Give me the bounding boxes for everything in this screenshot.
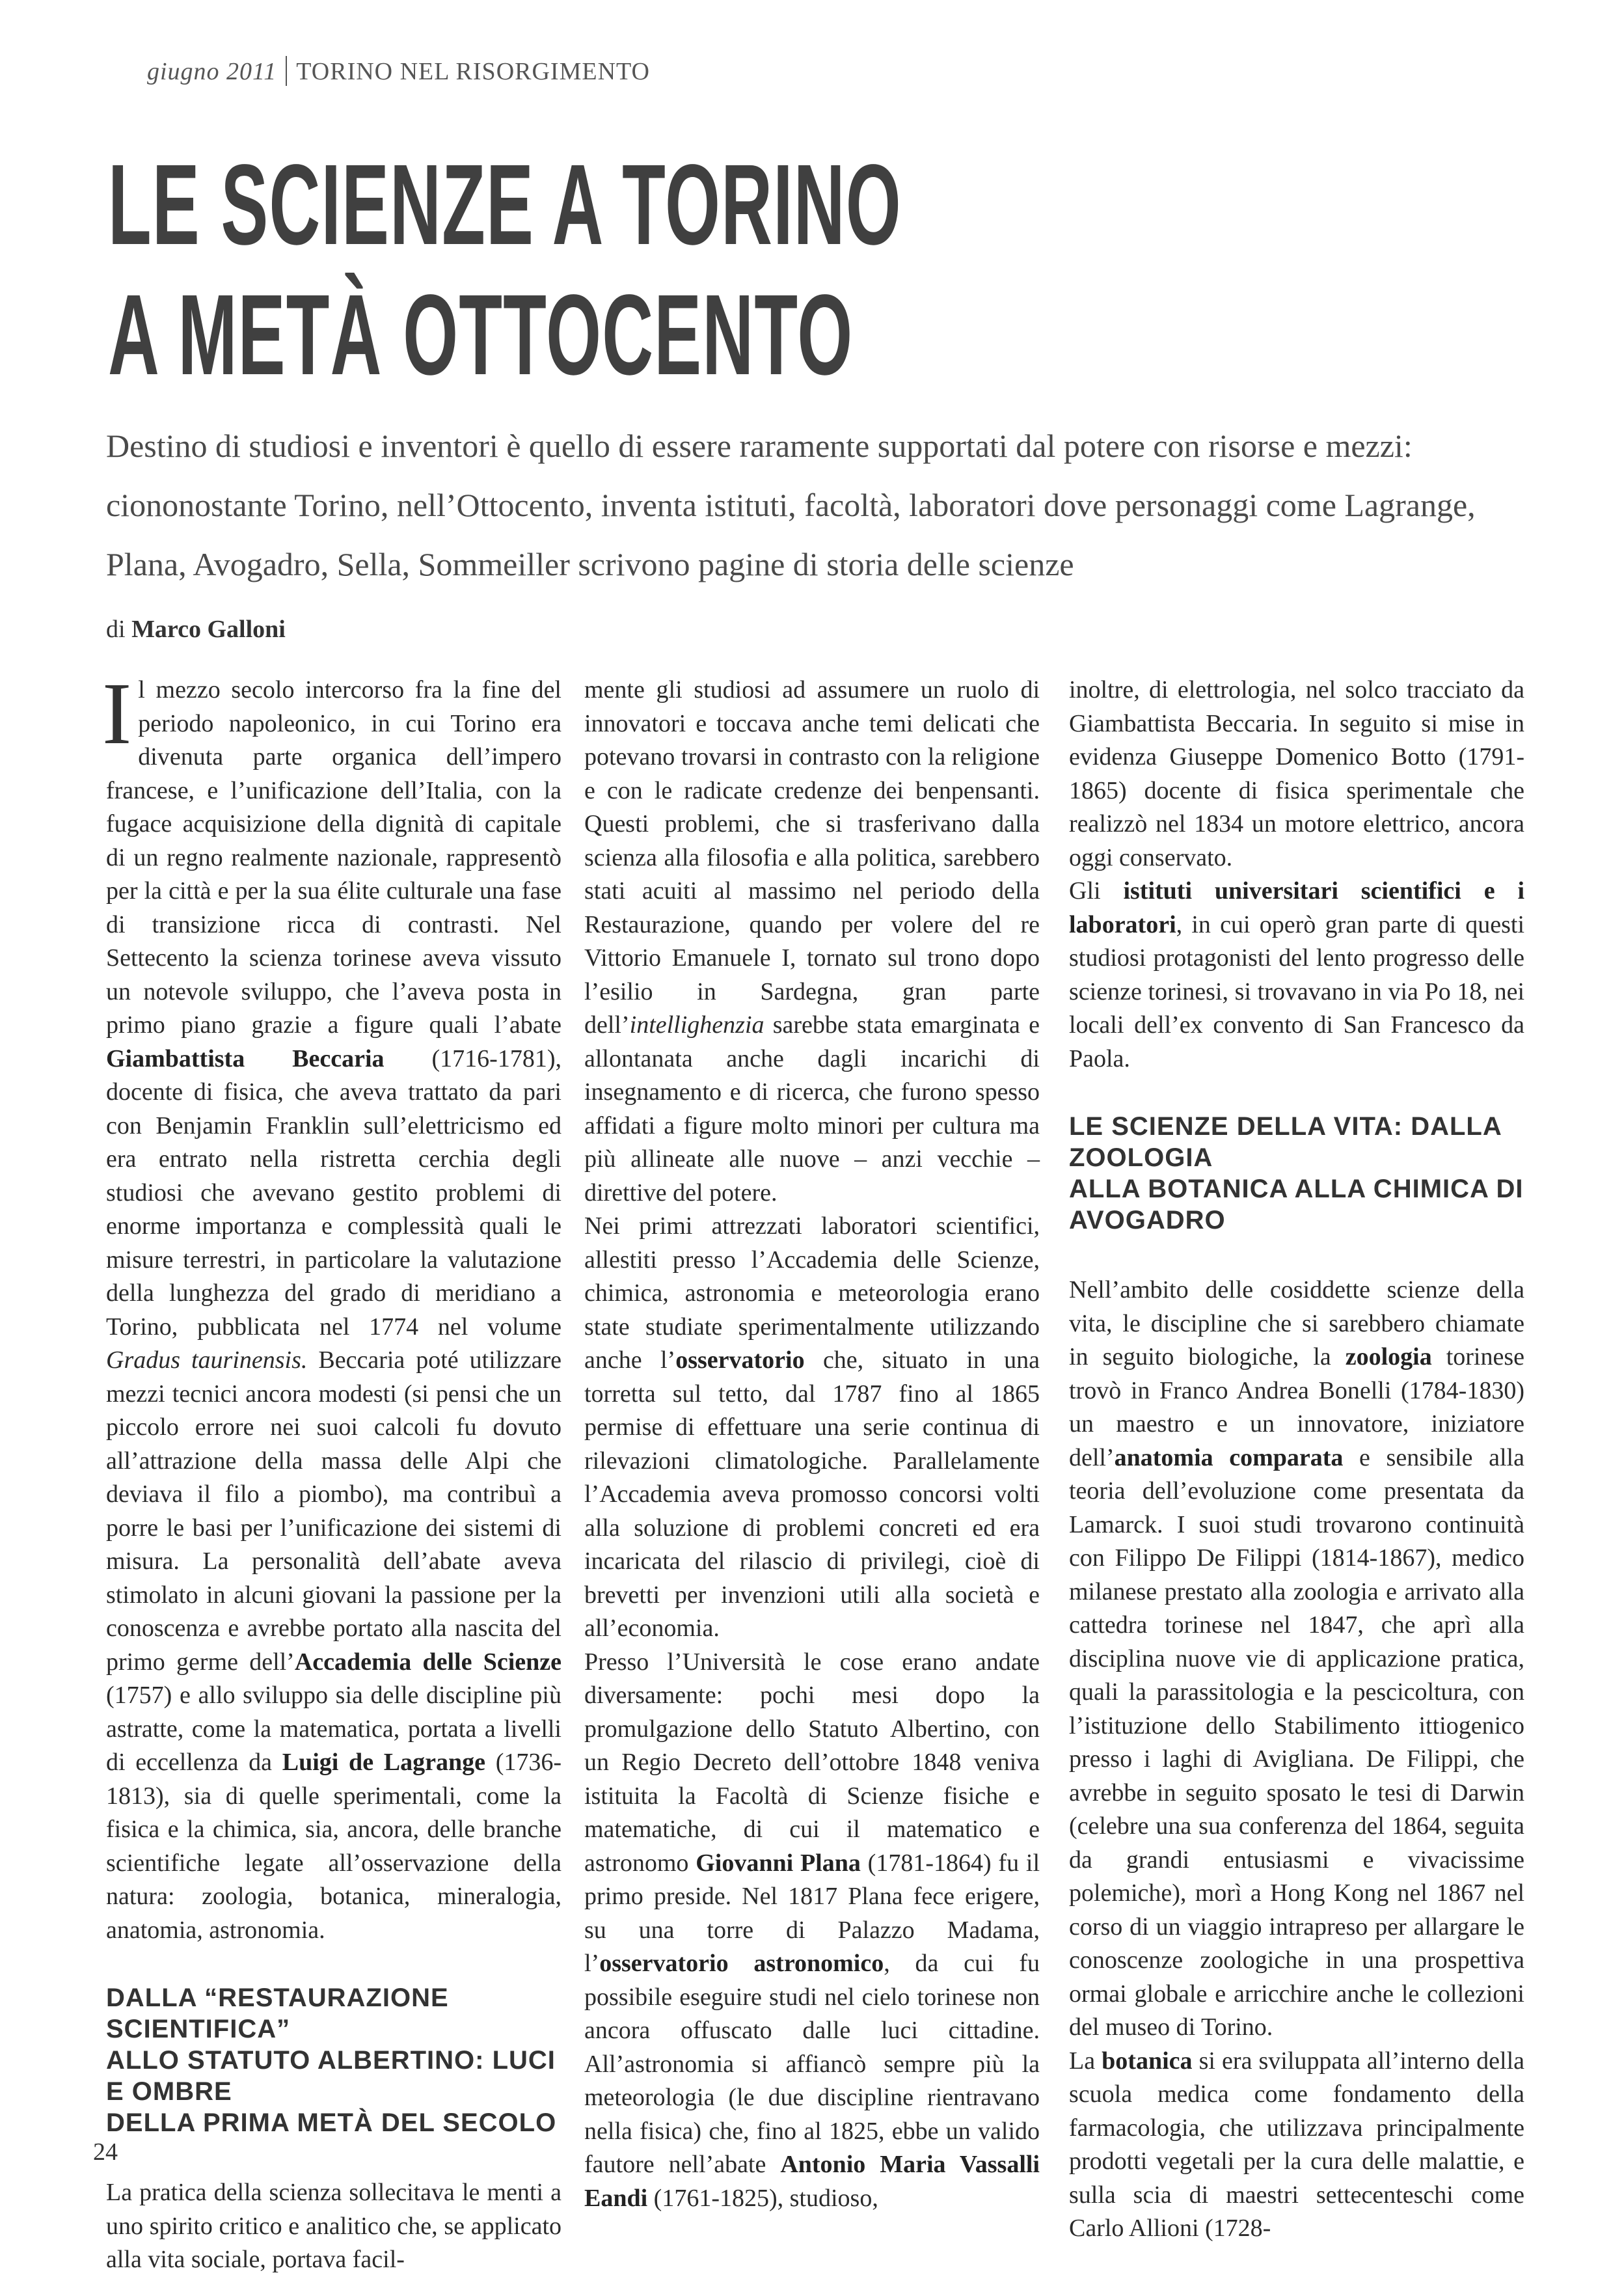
bold-term: osservatorio astronomico xyxy=(599,1950,884,1977)
text-run: , in cui operò gran parte di questi studiosi protagonisti del lento progresso delle scienze torinesi, si trovavano in via Po 18, nei locali dell’ex convento di San Francesco da Paola. xyxy=(1069,910,1524,1072)
article-title xyxy=(108,140,902,400)
subheading-line: DALLA “RESTAURAZIONE SCIENTIFICA” xyxy=(106,1984,449,2043)
text-run: , da cui fu possibile eseguire studi nel cielo torinese non ancora offuscato dalle luci cittadine. All’astronomia si affiancò sempre più la meteorologia (le due discipline rientravano nella fisica) che, fino al 1825, ebbe un valido fautore nell’abate xyxy=(584,1950,1040,2178)
title-line-2: A METÀ OTTOCENTO xyxy=(108,271,854,399)
subheading-line: ALLA BOTANICA ALLA CHIMICA DI AVOGADRO xyxy=(1069,1175,1524,1234)
paragraph-continued xyxy=(1069,674,1524,875)
text-run: (1716-1781), docente di fisica, che aveva trattato da pari con Benjamin Franklin sull’elettricismo ed era entrato nella ristretta cerchia degli studiosi che avevano gestito problemi di enorme importanza e complessità quali le misure terrestri, in particolare la valutazione della lunghezza del grado di meridiano a Torino, pubblicata nel 1774 nel volume xyxy=(106,1044,562,1341)
issue-date: giugno 2011 xyxy=(147,58,277,85)
text-run: La xyxy=(1069,2047,1102,2075)
page-number: 24 xyxy=(93,2138,118,2166)
paragraph-intro xyxy=(102,665,562,1947)
subheading-line: DELLA PRIMA METÀ DEL SECOLO xyxy=(106,2108,557,2137)
text-run: torinese trovò in Franco Andrea Bonelli (1784-1830) un maestro e un innovatore, iniziatore dell’ xyxy=(1069,1343,1525,1471)
subheading-line: LE SCIENZE DELLA VITA: DALLA ZOOLOGIA xyxy=(1069,1112,1502,1172)
bold-term: zoologia xyxy=(1345,1343,1432,1370)
bold-term: Luigi de Lagrange xyxy=(282,1749,485,1776)
subheading-restaurazione xyxy=(106,1982,562,2138)
italic-term: Gradus taurinensis. xyxy=(106,1346,308,1374)
text-run: che, situato in una torretta sul tetto, dal 1787 fino al 1865 permise di effettuare una serie continua di rilevazioni climatologiche. Parallelamente l’Accademia aveva promosso concorsi volti alla soluzione di problemi concreti ed era incaricata del rilascio di privilegi, cioè di brevetti per invenzioni utili alla società e all’economia. xyxy=(584,1346,1040,1642)
byline xyxy=(106,615,286,644)
text-run: l mezzo secolo intercorso fra la fine del periodo napoleonico, in cui Torino era divenuta parte organica dell’impero francese, e l’unificazione dell’Italia, con la fugace acquisizione della dignità di capitale di un regno realmente nazionale, rappresentò per la città e per la sua élite culturale una fase di transizione ricca di contrasti. Nel Settecento la scienza torinese aveva vissuto un notevole sviluppo, che l’aveva posta in primo piano grazie a figure quali l’abate xyxy=(106,676,562,1039)
italic-term: intellighenzia xyxy=(629,1011,765,1039)
text-run: Nei primi attrezzati laboratori scientifici, allestiti presso l’Accademia delle Scienze, chimica, astronomia e meteorologia erano state studiate sperimentalmente utilizzando anche l’ xyxy=(584,1212,1040,1374)
bold-term: Accademia delle Scienze xyxy=(294,1648,562,1676)
text-run: Nell’ambito delle cosiddette scienze della vita, le discipline che si sarebbero chiamate in seguito biologiche, la xyxy=(1069,1276,1524,1370)
text-run: (1781-1864) fu il primo preside. Nel 1817 Plana fece erigere, su una torre di Palazzo Madama, l’ xyxy=(584,1849,1040,1977)
text-column-3 xyxy=(1069,674,1525,2242)
paragraph-istituti xyxy=(1069,875,1524,1076)
paragraph-zoologia xyxy=(1069,1274,1524,2045)
text-run: sarebbe stata emarginata e allontanata anche dagli incarichi di insegnamento e di ricerca, che furono spesso affidati a figure molto minori per cultura ma più allineate alle nuove – anzi vecchie – direttive del potere. xyxy=(584,1011,1040,1207)
title-line-1: LE SCIENZE A TORINO xyxy=(108,141,902,269)
bold-term: Antonio Maria Vassalli Eandi xyxy=(584,2151,1040,2212)
section-name: TORINO NEL RISORGIMENTO xyxy=(296,58,650,85)
drop-cap: I xyxy=(102,665,132,763)
paragraph-continued xyxy=(584,674,1040,1210)
text-run: La pratica della scienza sollecitava le menti a uno spirito critico e analitico che, se applicato alla vita sociale, portava facil- xyxy=(106,2179,562,2273)
header-divider xyxy=(286,56,287,86)
bold-term: anatomia comparata xyxy=(1114,1443,1344,1471)
paragraph-universita xyxy=(584,1646,1040,2216)
bold-term: Giovanni Plana xyxy=(696,1849,861,1877)
text-run: (1736-1813), sia di quelle sperimentali, come la fisica e la chimica, sia, ancora, delle branche scientifiche legate all’osservazione della natura: zoologia, botanica, mineralogia, anatomia, astronomia. xyxy=(106,1749,562,1944)
article-lead: Destino di studiosi e inventori è quello di essere raramente supportati dal potere con risorse e mezzi: ciononostante Torino, nell’Ottocento, inventa istituti, facoltà, laboratori dove personaggi come Lagrange, Plana, Avogadro, Sella, Sommeiller scrivono pagine di storia delle scienze xyxy=(106,428,1476,582)
bold-term: osservatorio xyxy=(675,1346,805,1374)
text-run: (1761-1825), studioso, xyxy=(647,2184,878,2212)
text-run: (1757) e allo sviluppo sia delle discipline più astratte, come la matematica, portata a livelli di eccellenza da xyxy=(106,1682,562,1776)
text-run: Presso l’Università le cose erano andate diversamente: pochi mesi dopo la promulgazione dello Statuto Albertino, con un Regio Decreto dell’ottobre 1848 veniva istituita la Facoltà di Scienze fisiche e matematiche, di cui il matematico e astronomo xyxy=(584,1648,1040,1877)
paragraph-text xyxy=(106,676,562,1944)
bold-term: istituti universitari scientifici e i laboratori xyxy=(1069,877,1525,938)
bold-term: Giambattista Beccaria xyxy=(106,1044,385,1072)
byline-prefix: di xyxy=(106,616,126,643)
author-name: Marco Galloni xyxy=(131,616,286,643)
bold-term: botanica xyxy=(1102,2047,1193,2075)
text-run: inoltre, di elettrologia, nel solco tracciato da Giambattista Beccaria. In seguito si mise in evidenza Giuseppe Domenico Botto (1791-1865) docente di fisica sperimentale che realizzò nel 1834 un motore elettrico, ancora oggi conservato. xyxy=(1069,676,1524,871)
text-column-2 xyxy=(584,674,1040,2212)
text-run: Beccaria poté utilizzare mezzi tecnici ancora modesti (si pensi che un piccolo errore nei suoi calcoli fu dovuto all’attrazione della massa delle Alpi che deviava il filo a piombo), ma contribuì a porre le basi per l’unificazione dei sistemi di misura. La personalità dell’abate aveva stimolato in alcuni giovani la passione per la conoscenza e avrebbe portato alla nascita del primo germe dell’ xyxy=(106,1346,562,1676)
text-run: mente gli studiosi ad assumere un ruolo di innovatori e toccava anche temi delicati che potevano trovarsi in contrasto con la religione e con le radicate credenze dei benpensanti. Questi problemi, che si trasferivano dalla scienza alla filosofia e alla politica, sarebbero stati acuiti al massimo nel periodo della Restaurazione, quando per volere del re Vittorio Emanuele I, tornato sul trono dopo l’esilio in Sardegna, gran parte dell’ xyxy=(584,676,1040,1039)
paragraph-laboratori xyxy=(584,1210,1040,1646)
text-run: Gli xyxy=(1069,877,1124,905)
subheading-scienze-vita xyxy=(1069,1111,1524,1236)
running-header xyxy=(147,56,650,86)
paragraph-pratica xyxy=(106,2176,562,2277)
subheading-line: ALLO STATUTO ALBERTINO: LUCI E OMBRE xyxy=(106,2046,556,2106)
paragraph-botanica xyxy=(1069,2045,1524,2246)
text-run: si era sviluppata all’interno della scuola medica come fondamento della farmacologia, che utilizzava principalmente prodotti vegetali per la cura delle malattie, e sulla scia di maestri settecenteschi come Carlo Allioni (1728- xyxy=(1069,2047,1525,2242)
text-run: e sensibile alla teoria dell’evoluzione come presentata da Lamarck. I suoi studi trovarono continuità con Filippo De Filippi (1814-1867), medico milanese prestato alla zoologia e arrivato alla cattedra torinese nel 1847, che aprì alla disciplina nuove vie di applicazione pratica, quali la parassitologia e la pescicoltura, con l’istituzione dello Stabilimento ittiogenico presso i laghi di Avigliana. De Filippi, che avrebbe in seguito sposato le tesi di Darwin (celebre una sua conferenza del 1864, seguita da grandi entusiasmi e vivacissime polemiche), morì a Hong Kong nel 1867 nel corso di un viaggio intrapreso per allargare le conoscenze zoologiche in una prospettiva ormai globale e arricchire anche le collezioni del museo di Torino. xyxy=(1069,1443,1524,2041)
